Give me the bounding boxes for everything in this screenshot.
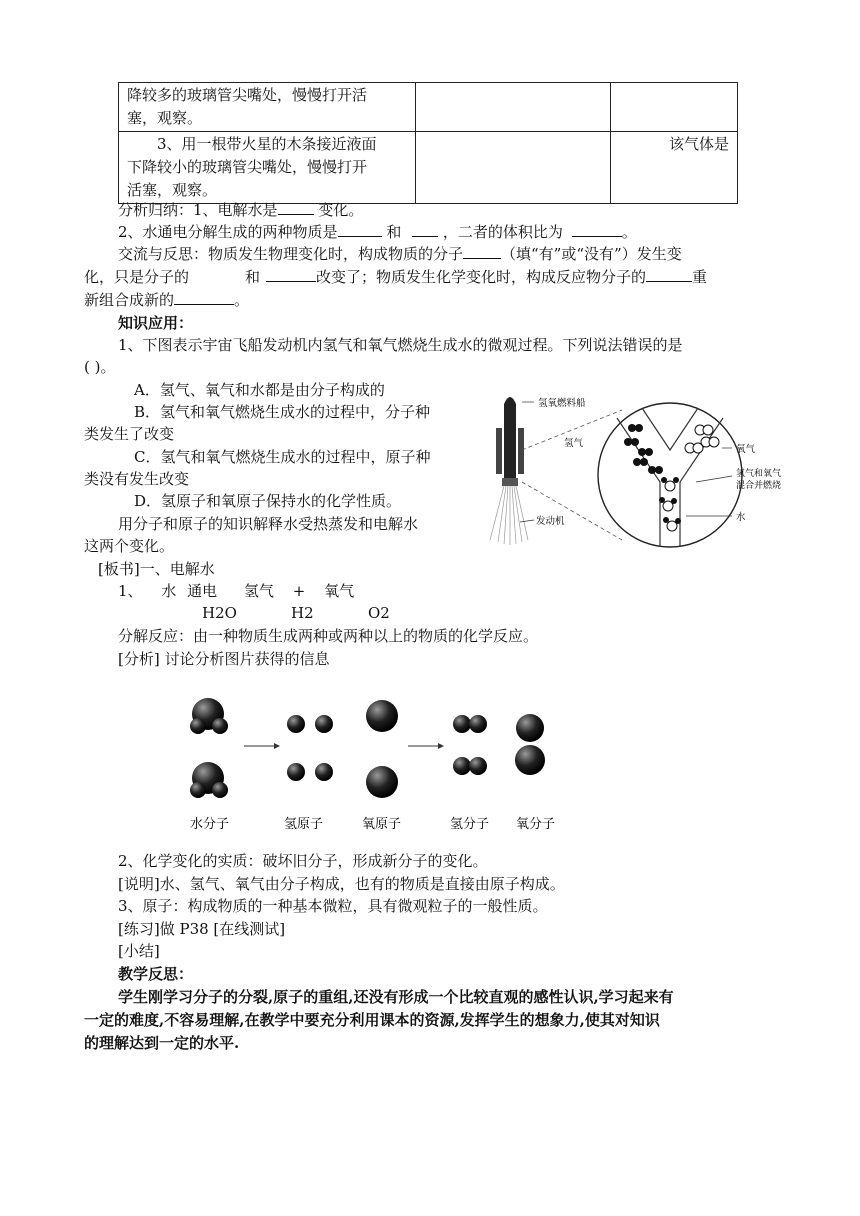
label-engine: 发动机 <box>536 516 565 527</box>
label-ship: 氢氧燃料船 <box>538 398 586 409</box>
question-2-line-1: 用分子和原子的知识解释水受热蒸发和电解水 <box>118 515 419 533</box>
hydrogen-atom <box>287 715 333 781</box>
answer-blank <box>412 222 438 237</box>
text: （填“有”或“没有”）发生变 <box>501 245 682 263</box>
text: 水 <box>161 582 177 600</box>
note-atom: 3、原子：构成物质的一种基本微粒，具有微观粒子的一般性质。 <box>118 897 548 915</box>
question-1-line-1: 1、下图表示宇宙飞船发动机内氢气和氧气燃烧生成水的微观过程。下列说法错误的是 <box>118 336 683 354</box>
option-b-line-1: B．氢气和氧气燃烧生成水的过程中，分子种 <box>134 403 431 421</box>
reflection-line-2 <box>84 266 707 288</box>
water-molecule <box>190 762 228 798</box>
text: 分析归纳：1、电解水是 <box>118 201 278 219</box>
reflection-line-1 <box>118 243 682 265</box>
rocket-icon <box>496 397 524 486</box>
table-cell <box>119 132 416 204</box>
formula-hydrogen: H2 <box>291 604 314 622</box>
text: 重 <box>692 268 708 286</box>
board-tag: [板书] <box>98 560 140 578</box>
cell-text-line: 下降较小的玻璃管尖嘴处，慢慢打开 <box>127 158 368 176</box>
question-1-line-2: ( )。 <box>84 358 116 376</box>
teaching-reflection-line-2: 一定的难度,不容易理解,在教学中要充分利用课本的资源,发挥学生的想象力,使其对知识 <box>84 1011 660 1029</box>
note-practice: [练习]做 P38 [在线测试] <box>118 920 286 938</box>
reaction-condition: 通电 <box>187 582 218 600</box>
equation-words <box>118 580 354 602</box>
reflection-line-3 <box>84 289 249 311</box>
molecule-decomposition-figure <box>186 680 586 840</box>
answer-blank <box>338 222 382 237</box>
water-molecule <box>190 698 228 734</box>
label-mix-2: 混合并燃烧 <box>736 481 782 491</box>
text: 氧气 <box>324 582 355 600</box>
note-summary: [小结] <box>118 942 160 960</box>
analysis-line-2 <box>118 221 637 243</box>
answer-blank <box>266 267 316 282</box>
analysis-note <box>118 648 330 670</box>
answer-blank <box>646 267 692 282</box>
teaching-reflection-heading: 教学反思： <box>118 965 194 983</box>
analysis-text: 讨论分析图片获得的信息 <box>164 650 330 668</box>
label-oxygen: 氧气 <box>736 444 756 455</box>
label-mix-1: 氢气和氧气 <box>736 469 782 479</box>
hydrogen-molecule <box>453 715 487 775</box>
exhaust-spray <box>490 486 528 545</box>
note-essence: 2、化学变化的实质：破坏旧分子，形成新分子的变化。 <box>118 852 488 870</box>
table-cell <box>119 83 416 132</box>
cell-text-line: 塞，观察。 <box>127 109 203 127</box>
text: 改变了；物质发生化学变化时，构成反应物分子的 <box>316 268 647 286</box>
label-hydrogen-atom: 氢原子 <box>284 817 324 832</box>
table-row <box>119 83 738 132</box>
cell-text-line: 活塞，观察。 <box>127 181 218 199</box>
text: 。 <box>234 291 250 309</box>
note-explain: [说明]水、氢气、氧气由分子构成，也有的物质是直接由原子构成。 <box>118 875 565 893</box>
text: ，二者的体积比为 <box>442 223 563 241</box>
answer-blank <box>278 200 314 215</box>
text: 变化。 <box>313 201 364 219</box>
text: 氢气 <box>243 582 274 600</box>
oxygen-atom <box>366 700 398 798</box>
cell-text-line: 降较多的玻璃管尖嘴处，慢慢打开活 <box>127 86 368 104</box>
text: 新组合成新的 <box>84 291 175 309</box>
analysis-line-1 <box>118 199 363 221</box>
oxygen-molecule <box>515 714 545 775</box>
board-title-text: 一、电解水 <box>139 560 215 578</box>
teaching-reflection-line-1: 学生刚学习分子的分裂,原子的重组,还没有形成一个比较直观的感性认识,学习起来有 <box>118 988 674 1006</box>
label-water-molecule: 水分子 <box>190 817 230 832</box>
label-oxygen-atom: 氧原子 <box>362 817 402 832</box>
question-2-line-2: 这两个变化。 <box>84 537 175 555</box>
formula-water: H2O <box>202 604 237 622</box>
table-row <box>119 132 738 204</box>
text: 交流与反思：物质发生物理变化时，构成物质的分子 <box>118 245 464 263</box>
teaching-reflection-line-3: 的理解达到一定的水平. <box>84 1034 240 1052</box>
analysis-tag: [分析] <box>118 650 160 668</box>
option-a: A．氢气、氧气和水都是由分子构成的 <box>134 381 385 399</box>
board-title <box>98 558 215 580</box>
text: 化，只是分子的 <box>84 268 190 286</box>
label-water: 水 <box>736 512 746 523</box>
table-cell <box>611 83 738 132</box>
rocket-combustion-figure <box>482 390 782 550</box>
table-cell <box>416 132 611 204</box>
answer-blank <box>572 222 622 237</box>
decomposition-definition: 分解反应：由一种物质生成两种或两种以上的物质的化学反应。 <box>118 627 539 645</box>
text: 。 <box>621 223 637 241</box>
option-c-line-2: 类没有发生改变 <box>84 470 190 488</box>
text: 2、水通电分解生成的两种物质是 <box>118 223 338 241</box>
table-cell <box>611 132 738 204</box>
option-b-line-2: 类发生了改变 <box>84 425 175 443</box>
answer-blank <box>174 290 234 305</box>
answer-blank <box>463 244 501 259</box>
option-d: D．氢原子和氧原子保持水的化学性质。 <box>134 492 402 510</box>
label-hydrogen: 氢气 <box>564 438 584 449</box>
experiment-table <box>118 82 738 204</box>
table-cell <box>416 83 611 132</box>
application-heading: 知识应用： <box>118 314 194 332</box>
text: 和 <box>245 268 261 286</box>
text: 和 <box>386 223 402 241</box>
cell-text-line: 3、用一根带火星的木条接近液面 <box>157 135 377 153</box>
option-c-line-1: C．氢气和氧气燃烧生成水的过程中，原子种 <box>134 448 431 466</box>
label-hydrogen-molecule: 氢分子 <box>450 817 490 832</box>
cell-text: 该气体是 <box>668 135 729 153</box>
label-oxygen-molecule: 氧分子 <box>516 817 556 832</box>
formula-oxygen: O2 <box>368 604 390 622</box>
text: 1、 <box>118 582 143 600</box>
text: + <box>292 582 306 600</box>
